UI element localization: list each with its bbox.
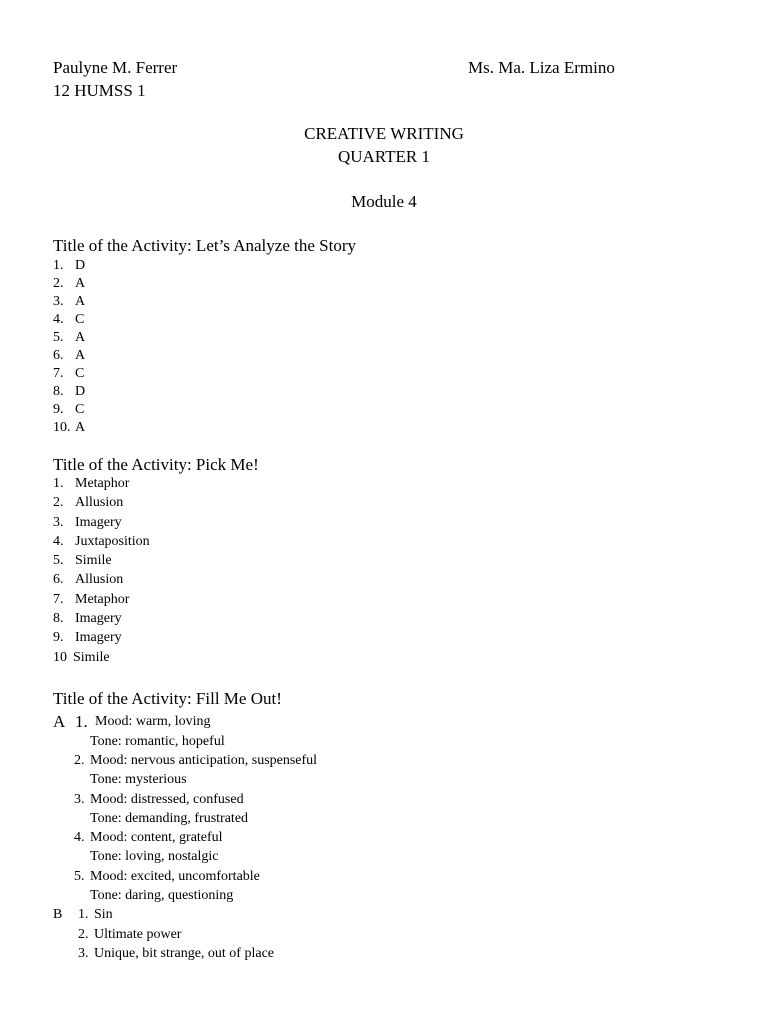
item-number: 3. (78, 946, 89, 961)
item-number: 5. (53, 330, 64, 345)
student-name: Paulyne M. Ferrer (53, 58, 178, 77)
item-answer: Imagery (75, 611, 122, 627)
item-number: 2. (74, 753, 85, 768)
item-number: 6. (53, 572, 64, 588)
list-item (53, 570, 150, 589)
item-answer: C (75, 312, 85, 327)
item-answer: Metaphor (75, 591, 130, 607)
mood-line: Mood: warm, loving (95, 714, 211, 729)
item-answer: A (75, 330, 86, 345)
item-number: 2. (53, 495, 64, 511)
activity2-list (53, 474, 150, 667)
tone-line: Tone: mysterious (90, 772, 187, 787)
list-item (53, 419, 85, 437)
item-answer: Imagery (75, 630, 122, 646)
part-a-label: A (53, 712, 66, 731)
item-answer: A (75, 420, 86, 435)
tone-line: Tone: daring, questioning (90, 888, 234, 903)
list-item (53, 275, 85, 293)
list-item (53, 311, 85, 329)
activity3-title: Title of the Activity: Fill Me Out! (53, 689, 282, 708)
item-number: 1. (53, 258, 64, 273)
item-number: 2. (53, 276, 64, 291)
tone-line: Tone: loving, nostalgic (90, 849, 219, 864)
item-number: 1. (75, 712, 88, 731)
list-item (53, 347, 85, 365)
item-answer: A (75, 294, 86, 309)
item-number: 4. (53, 533, 64, 549)
item-answer: Simile (75, 553, 112, 569)
tone-line: Tone: romantic, hopeful (90, 734, 225, 749)
item-answer: Sin (94, 907, 113, 922)
list-item (53, 551, 150, 570)
item-number: 7. (53, 591, 64, 607)
item-number: 1. (78, 907, 89, 922)
item-number: 4. (74, 830, 85, 845)
activity1-list (53, 257, 85, 437)
item-number: 3. (74, 792, 85, 807)
list-item (53, 329, 85, 347)
item-number: 8. (53, 611, 64, 627)
list-item (53, 383, 85, 401)
item-number: 1. (53, 476, 64, 491)
quarter-label: QUARTER 1 (337, 147, 430, 166)
item-number: 3. (53, 514, 64, 530)
item-number: 2. (78, 927, 89, 942)
item-answer: D (75, 384, 86, 399)
list-item (53, 590, 150, 609)
section: 12 HUMSS 1 (53, 81, 146, 100)
list-item (53, 474, 150, 493)
teacher-name: Ms. Ma. Liza Ermino (468, 58, 615, 77)
mood-line: Mood: distressed, confused (90, 792, 244, 807)
module-label: Module 4 (351, 192, 417, 211)
item-number: 5. (53, 553, 64, 569)
item-number: 10. (53, 420, 71, 435)
item-answer: A (75, 348, 86, 363)
item-number: 3. (53, 294, 64, 309)
item-answer: Simile (73, 649, 110, 665)
list-item (53, 493, 150, 512)
list-item (53, 609, 150, 628)
mood-line: Mood: content, grateful (90, 830, 223, 845)
part-b-label: B (53, 907, 63, 922)
item-answer: Unique, bit strange, out of place (94, 946, 275, 961)
list-item (53, 257, 85, 275)
item-answer: Imagery (75, 514, 122, 530)
item-number: 7. (53, 366, 64, 381)
list-item (53, 401, 85, 419)
item-number: 6. (53, 348, 64, 363)
item-number: 5. (74, 869, 85, 884)
subject-title: CREATIVE WRITING (304, 124, 464, 143)
item-number: 9. (53, 630, 64, 646)
list-item (53, 293, 85, 311)
list-item (53, 648, 150, 667)
item-answer: C (75, 366, 85, 381)
list-item (53, 365, 85, 383)
activity2-title: Title of the Activity: Pick Me! (53, 455, 259, 474)
item-number: 4. (53, 312, 64, 327)
item-answer: Ultimate power (94, 927, 182, 942)
item-number: 10 (53, 649, 67, 665)
item-answer: Allusion (75, 572, 124, 588)
item-answer: C (75, 402, 85, 417)
item-answer: Juxtaposition (75, 533, 150, 549)
list-item (53, 513, 150, 532)
tone-line: Tone: demanding, frustrated (90, 811, 249, 826)
mood-line: Mood: excited, uncomfortable (90, 869, 260, 884)
item-number: 8. (53, 384, 64, 399)
item-answer: Metaphor (75, 476, 130, 491)
item-number: 9. (53, 402, 64, 417)
list-item (53, 532, 150, 551)
item-answer: Allusion (75, 495, 124, 511)
item-answer: D (75, 258, 86, 273)
mood-line: Mood: nervous anticipation, suspenseful (90, 753, 318, 768)
activity1-title: Title of the Activity: Let’s Analyze the Story (53, 236, 356, 255)
list-item (53, 628, 150, 647)
item-answer: A (75, 276, 86, 291)
